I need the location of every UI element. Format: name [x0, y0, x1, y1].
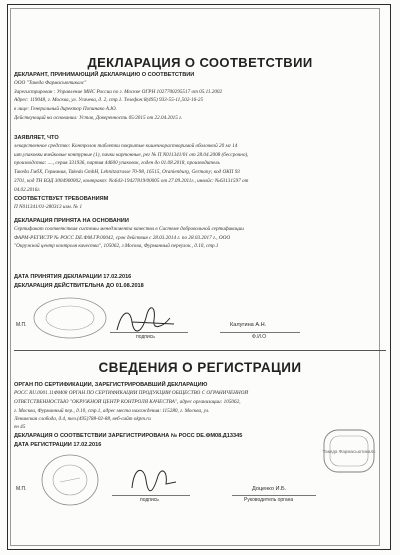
registrar-name-line	[232, 495, 316, 496]
declarant-name: Калугина А.Н.	[230, 322, 267, 328]
text-line: П N011341/01-280313 изм. № 1	[14, 204, 83, 210]
text-line: г. Москва, Фурманный пер., д.10, стр.1, адрес места нахождения: 115280, г. Москва, ул.	[14, 408, 210, 414]
name-caption: Ф.И.О	[252, 334, 267, 340]
registrar-position: Руководитель органа	[244, 497, 294, 503]
text-line: производства: ...., серия 331936, партия 44600 упаковок, годен до 01.08.2018, производитель	[14, 160, 220, 167]
section-divider	[14, 350, 386, 351]
registered-date: ДАТА РЕГИСТРАЦИИ 17.02.2016	[14, 442, 102, 448]
text-line: ООО "Такеда Фармасьютикалс"	[14, 80, 87, 86]
requirements-heading: СООТВЕТСТВУЕТ ТРЕБОВАНИЯМ	[14, 196, 109, 202]
signature-line	[110, 332, 188, 333]
text-line: Такеда ГмбХ, Германия, Takeda GmbH, Lehnitzstrasse 70-98, 16515, Oranienburg, Germany; код ОКП 93	[14, 169, 240, 176]
signature-caption: подпись	[136, 334, 155, 340]
text-line: 04.02.2016г.	[14, 186, 41, 193]
date-of-acceptance: ДАТА ПРИНЯТИЯ ДЕКЛАРАЦИИ 17.02.2016	[14, 274, 132, 280]
text-line: РОСС RU.0001.11ФМ08 ОРГАН ПО СЕРТИФИКАЦИИ ПРОДУКЦИИ ОБЩЕСТВО С ОГРАНИЧЕННОЙ	[14, 390, 249, 396]
text-line: ен 45	[14, 424, 26, 431]
text-line: Зарегистрирован : Управление МНС России по г. Москве ОГРН 1027700295517 от 05.11.2002	[14, 88, 223, 95]
registration-stamp-left	[38, 452, 102, 508]
text-line: Адрес: 119048, г. Москва, ул. Усачева, д. 2, стр.1. Телефон:8(495) 933-55-11,502-16-25	[14, 97, 204, 104]
text-line: Сертификат соответствия системы менеджмента качества в Системе добровольной сертификации	[14, 226, 244, 232]
company-stamp-right	[318, 420, 380, 482]
text-line: "Окружной центр контроля качества", 105062, г.Москва, Фурманный переулок., д.10, стр.1	[14, 243, 219, 250]
valid-until: ДЕКЛАРАЦИЯ ДЕЙСТВИТЕЛЬНА ДО 01.08.2018	[14, 283, 144, 289]
basis-heading: ДЕКЛАРАЦИЯ ПРИНЯТА НА ОСНОВАНИИ	[14, 218, 129, 224]
registrar-signature-line	[112, 495, 190, 496]
text-line: ФАРМ-РЕГИСТР № РОСС DE.ФМ.ГР.00042, срок действия с 28.03.2014 г. по 28.03.2017 г., ООО	[14, 234, 231, 241]
registered-heading: ДЕКЛАРАЦИЯ О СООТВЕТСТВИИ ЗАРЕГИСТРИРОВАНА № РОСС DE.ФМ08.Д13345	[14, 433, 243, 439]
claims-heading: ЗАЯВЛЯЕТ, ЧТО	[14, 135, 59, 141]
name-line	[220, 332, 300, 333]
registrar-name: Доценко И.Б.	[252, 486, 287, 492]
text-line: шт.упаковки ячейковые контурные (1), пачки картонные, рег № П N011341/01 от 28.04.2008 (бессрочно),	[14, 151, 249, 158]
text-line: лекарственное средство: Контролок таблетки покрытые кишечнорастворимой оболочкой 20 мг 14	[14, 143, 238, 149]
declaration-title: ДЕКЛАРАЦИЯ О СООТВЕТСТВИИ	[87, 55, 313, 70]
text-line: 3701, код ТН ВЭД 3004900002, контракт: Nо643-19427819/00005 от 27.09.2011г., инвойс: №63131597 от	[14, 177, 249, 184]
registrar-signature	[122, 460, 182, 500]
registrar-stamp-label: М.П.	[16, 486, 27, 492]
text-line: Действующий на основании: Устав, Доверенность 05/2015 от 22.04.2015 г.	[14, 114, 183, 121]
registration-heading: ОРГАН ПО СЕРТИФИКАЦИИ, ЗАРЕГИСТРИРОВАВШИЙ ДЕКЛАРАЦИЮ	[14, 382, 208, 388]
text-line: в лице: Генеральный директор Попинако А.Ю.	[14, 106, 117, 113]
company-stamp-text: Такеда Фармасьютикалс	[322, 449, 376, 454]
registration-title: СВЕДЕНИЯ О РЕГИСТРАЦИИ	[98, 360, 302, 375]
declarant-stamp	[30, 294, 110, 342]
text-line: Ленинская слобода, д.4, тел.(495)788-02-88, веб-сайт okpm.ru	[14, 416, 151, 423]
registrar-signature-caption: подпись	[140, 497, 159, 503]
text-line: ОТВЕТСТВЕННОСТЬЮ "ОКРУЖНОЙ ЦЕНТР КОНТРОЛЯ КАЧЕСТВА", адрес организации: 105062,	[14, 398, 241, 405]
applicant-heading: ДЕКЛАРАНТ, ПРИНИМАЮЩИЙ ДЕКЛАРАЦИЮ О СООТВЕТСТВИИ	[14, 72, 195, 78]
declarant-stamp-label: М.П.	[16, 322, 27, 328]
